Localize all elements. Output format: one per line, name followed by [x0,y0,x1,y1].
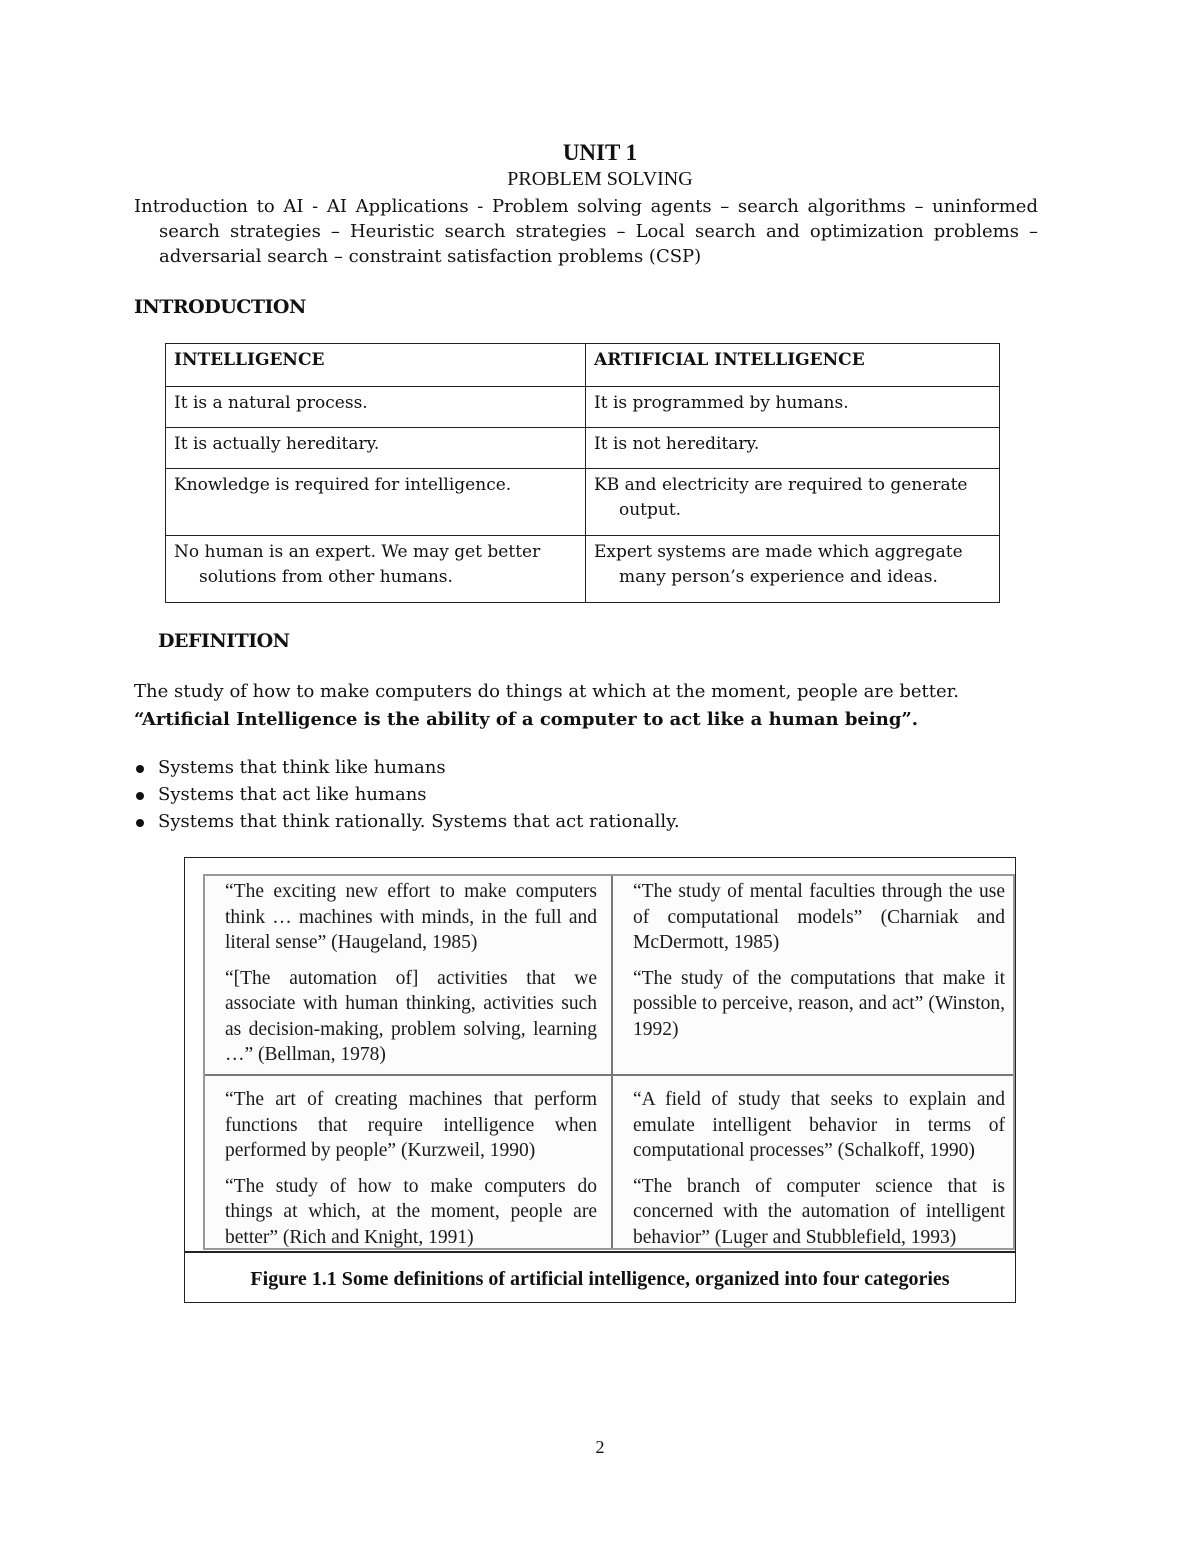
cell-text: It is actually hereditary. [174,434,380,454]
table-row [166,387,1000,428]
quote-text: “The art of creating machines that perform functions that require intelligence when performed by people” (Kurzweil, 1990) [225,1089,597,1161]
definition-heading: DEFINITION [158,630,290,652]
table-cell [586,536,1000,603]
unit-title: UNIT 1 [562,140,638,165]
list-item [134,781,680,808]
bullet-list [134,754,680,835]
table-cell [586,387,1000,428]
list-item [134,808,680,835]
quote-text: “The branch of computer science that is concerned with the automation of intelligent behavior” (Luger and Stubblefield, 1993) [633,1175,1005,1248]
figure-caption: Figure 1.1 Some definitions of artificial intelligence, organized into four categories [250,1268,950,1290]
figure-image [203,874,1015,1250]
quote-text: “A field of study that seeks to explain and emulate intelligent behavior in terms of computational processes” (Schalkoff, 1990) [633,1089,1005,1161]
comparison-table [165,343,1000,603]
table-row [166,536,1000,603]
cell-text: It is programmed by humans. [594,393,849,413]
list-item-text: Systems that think like humans [158,757,446,778]
cell-text: KB and electricity are required to generate output. [594,475,968,520]
definition-text: The study of how to make computers do things at which at the moment, people are better. [134,681,960,702]
figure-box [184,857,1016,1303]
quadrant-acting-humanly [225,1087,597,1260]
quote-text: “[The automation of] activities that we associate with human thinking, activities such as decision-making, problem solving, learning …” (Bellman, 1978) [225,967,597,1065]
introduction-heading: INTRODUCTION [134,296,306,318]
cell-text: Expert systems are made which aggregate many person’s experience and ideas. [594,542,963,587]
list-item-text: Systems that think rationally. Systems that act rationally. [158,811,680,832]
quote-text: “The exciting new effort to make computers think … machines with minds, in the full and literal sense” (Haugeland, 1985) [225,881,597,953]
figure-divider-vertical [611,876,613,1248]
quadrant-thinking-humanly [225,879,597,1078]
table-cell [586,428,1000,469]
quote-text: “The study of how to make computers do things at which, at the moment, people are better” (Rich and Knight, 1991) [225,1175,597,1248]
cell-text: Knowledge is required for intelligence. [174,475,512,495]
table-header: ARTIFICIAL INTELLIGENCE [586,344,1000,387]
table-row [166,428,1000,469]
bullet-icon [136,792,144,800]
cell-text: It is a natural process. [174,393,368,413]
unit-subtitle: PROBLEM SOLVING [507,168,693,190]
list-item [134,754,680,781]
syllabus-text: Introduction to AI - AI Applications - Problem solving agents – search algorithms – uninformed search strategies – Heuristic search strategies – Local search and optimization problems – adversarial search – constraint satisfaction problems (CSP) [134,196,1038,267]
quote-text: “The study of mental faculties through the use of computational models” (Charniak and McDermott, 1985) [633,881,1005,953]
quote-text: “The study of the computations that make it possible to perceive, reason, and act” (Winston, 1992) [633,967,1005,1040]
list-item-text: Systems that act like humans [158,784,427,805]
table-header: INTELLIGENCE [166,344,586,387]
table-cell [166,536,586,603]
table-cell [166,469,586,536]
table-row [166,469,1000,536]
quadrant-acting-rationally [633,1087,1005,1260]
page-number: 2 [595,1437,605,1457]
table-cell [166,387,586,428]
definition-quote: “Artificial Intelligence is the ability of a computer to act like a human being”. [134,709,919,730]
table-header-row [166,344,1000,387]
caption-divider [185,1251,1015,1253]
table-cell [166,428,586,469]
table-cell [586,469,1000,536]
cell-text: It is not hereditary. [594,434,760,454]
bullet-icon [136,819,144,827]
bullet-icon [136,765,144,773]
cell-text: No human is an expert. We may get better solutions from other humans. [174,542,541,587]
quadrant-thinking-rationally [633,879,1005,1052]
